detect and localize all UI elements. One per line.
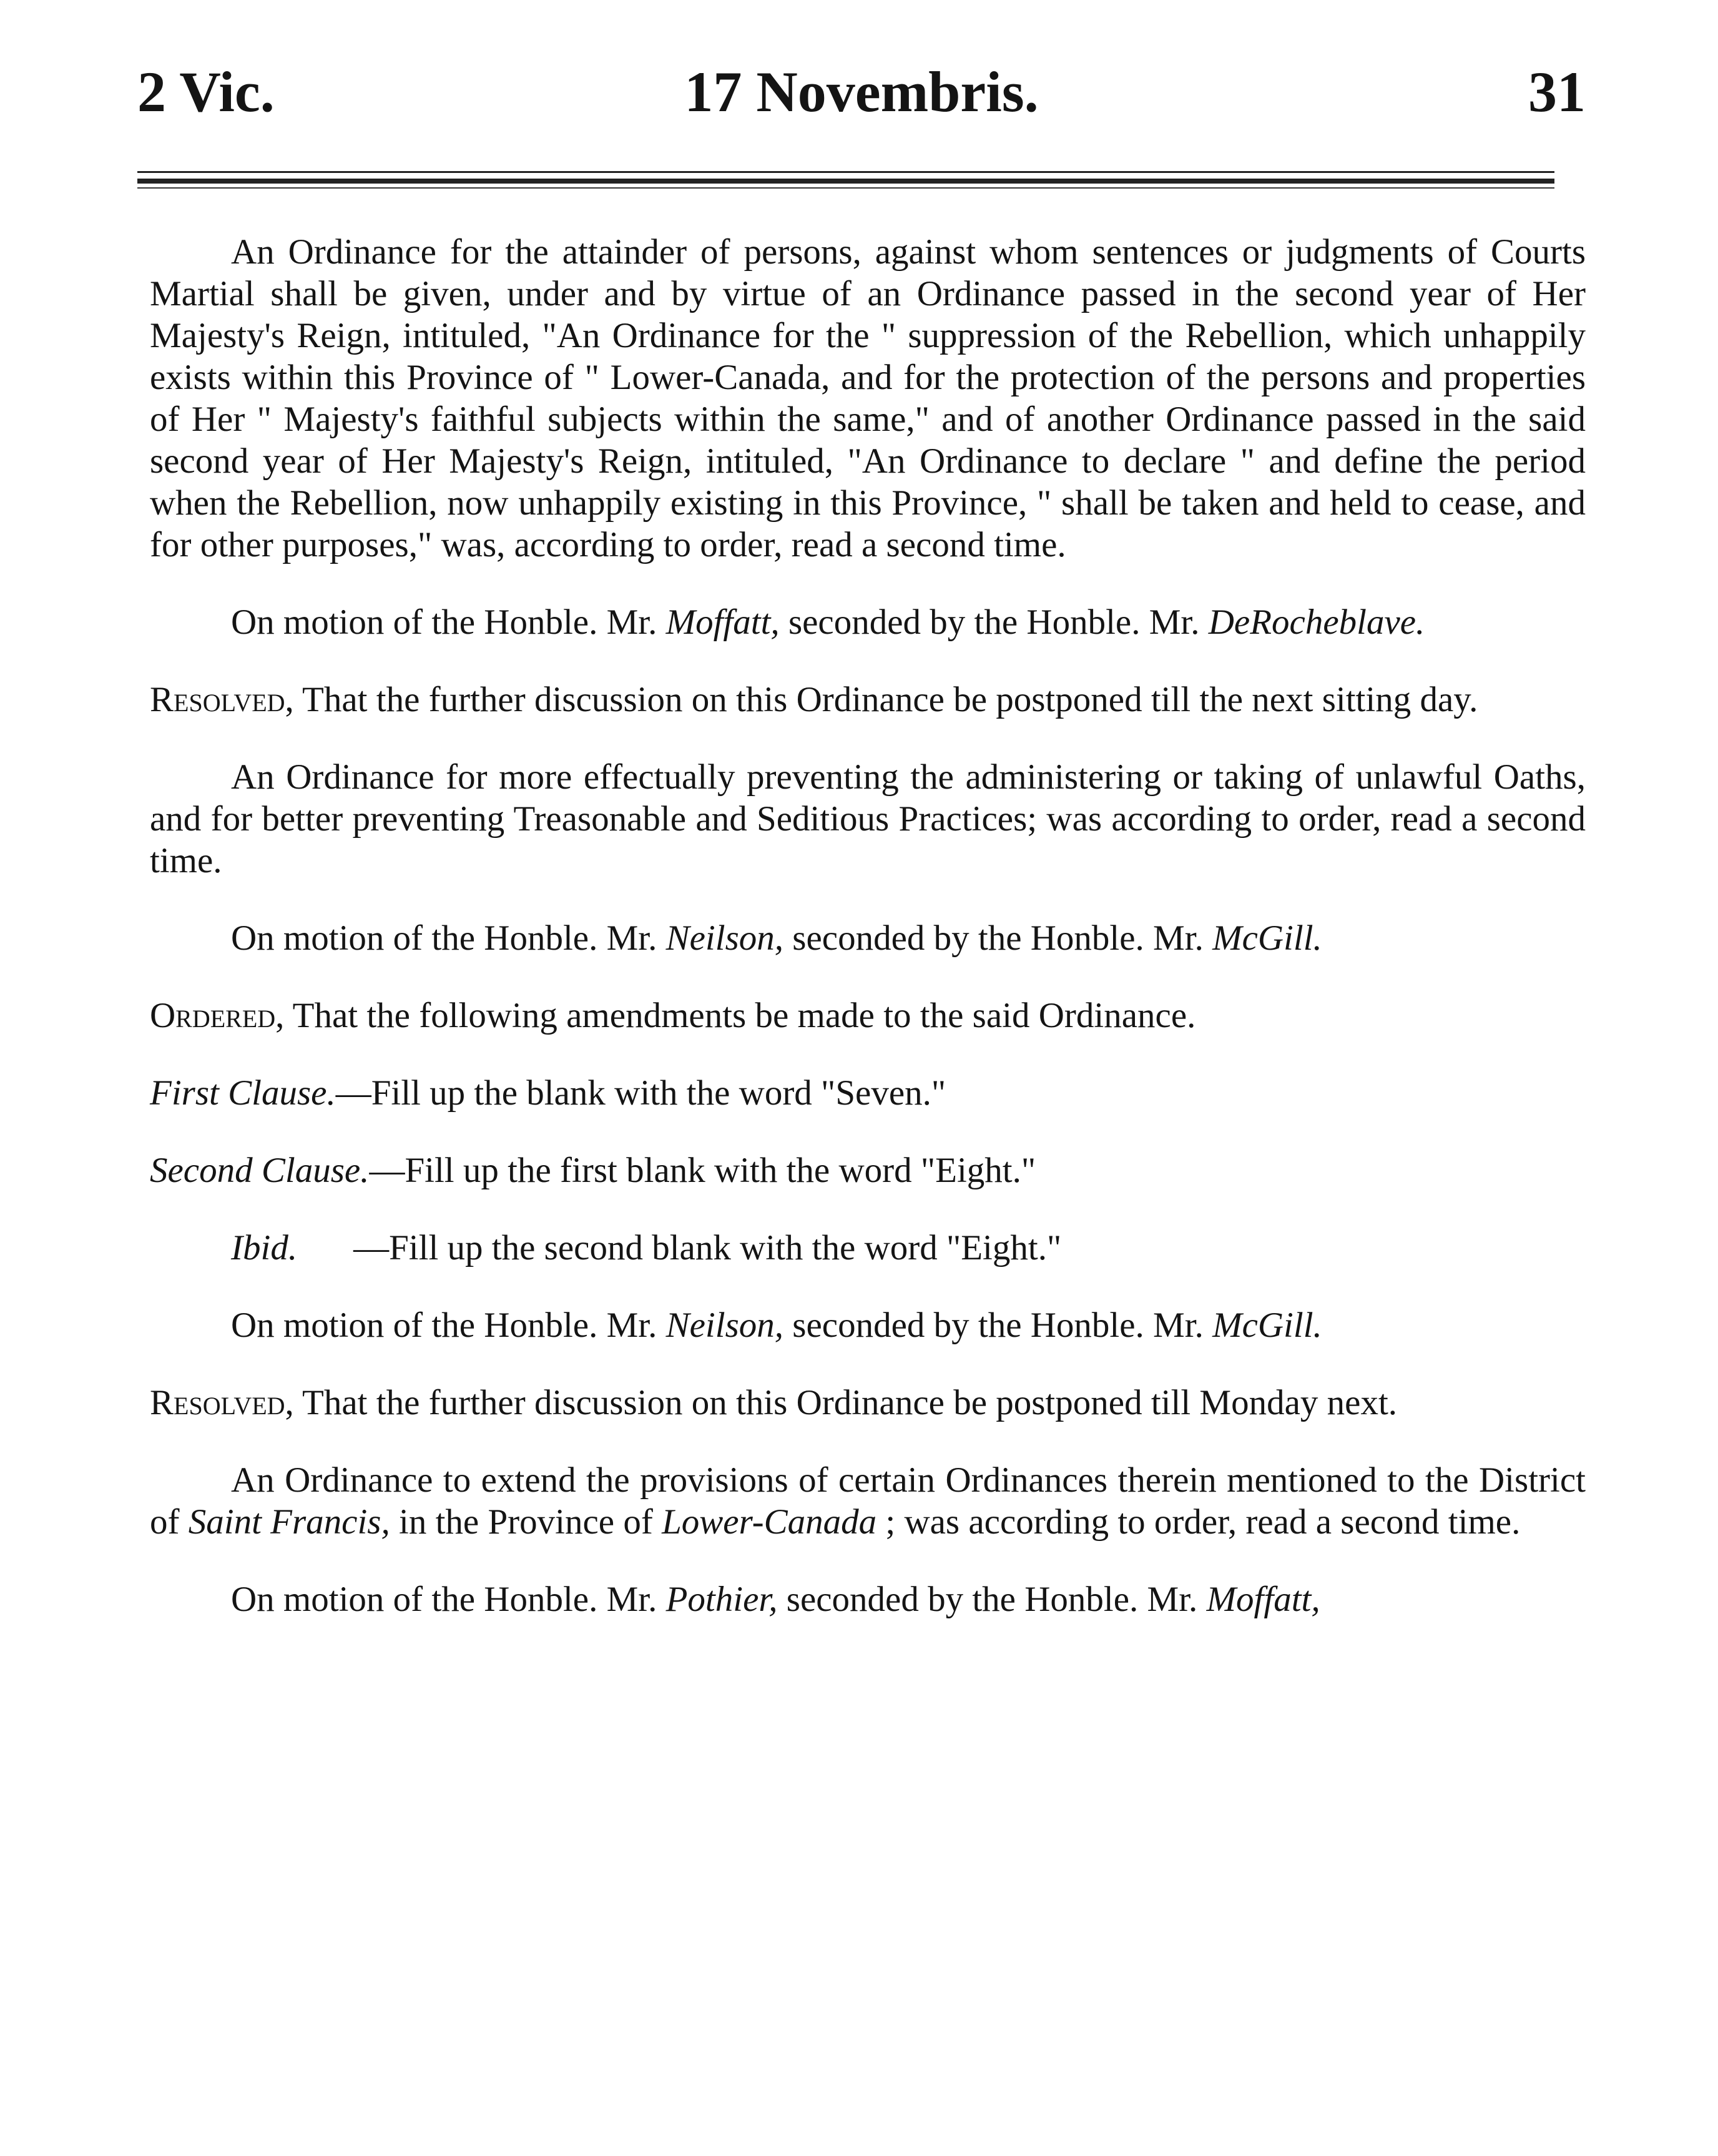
- ordinance-text: An Ordinance to extend the provisions of certain Ordinances therein mentioned to the District of: [150, 1460, 1586, 1542]
- motion-text: seconded by the Honble. Mr.: [777, 1580, 1207, 1619]
- motion-text: On motion of the Honble. Mr.: [231, 1580, 666, 1619]
- amendment-text: —Fill up the first blank with the word "Eight.": [369, 1151, 1036, 1190]
- ordinance-text: in the Province of: [390, 1502, 662, 1542]
- seconder-name: McGill.: [1212, 1306, 1322, 1345]
- resolved-label: Resolved,: [150, 680, 294, 719]
- resolution-text: That the further discussion on this Ordinance be postponed till Monday next.: [293, 1383, 1398, 1422]
- clause-label: Ibid.: [231, 1228, 298, 1268]
- order-paragraph: [150, 995, 1586, 1036]
- seconder-name: McGill.: [1212, 918, 1322, 958]
- mover-name: Moffatt,: [665, 603, 780, 642]
- motion-paragraph: [150, 917, 1586, 959]
- motion-text: On motion of the Honble. Mr.: [231, 603, 666, 642]
- amendment-ibid: [150, 1227, 1586, 1269]
- header-rule-thick: [137, 179, 1554, 184]
- page-date: 17 Novembris.: [684, 60, 1039, 124]
- seconder-name: DeRocheblave.: [1208, 603, 1425, 642]
- motion-text: seconded by the Honble. Mr.: [783, 1306, 1213, 1345]
- amendment-text: —Fill up the blank with the word "Seven.": [335, 1073, 946, 1113]
- resolution-paragraph: [150, 1382, 1586, 1424]
- resolution-paragraph: [150, 679, 1586, 721]
- ordinance-oaths-paragraph: An Ordinance for more effectually preventing the administering or taking of unlawful Oaths, and for better preventing Treasonable and Seditious Practices; was according to order, read a second time.: [150, 757, 1586, 880]
- district-name: Saint Francis,: [188, 1502, 390, 1542]
- clause-label: First Clause.: [150, 1073, 336, 1113]
- mover-name: Neilson,: [665, 1306, 784, 1345]
- regnal-year: 2 Vic.: [137, 60, 275, 124]
- motion-paragraph: [150, 1304, 1586, 1346]
- amendment-first-clause: [150, 1072, 1586, 1114]
- order-text: That the following amendments be made to the said Ordinance.: [284, 996, 1196, 1035]
- page-number: 31: [1528, 60, 1586, 124]
- resolution-text: That the further discussion on this Ordinance be postponed till the next sitting day.: [293, 680, 1478, 719]
- province-name: Lower-Canada: [662, 1502, 877, 1542]
- ordered-label: Ordered,: [150, 996, 285, 1035]
- header-rule-bottom: [137, 187, 1554, 189]
- seconder-name: Moffatt,: [1206, 1580, 1320, 1619]
- motion-text: On motion of the Honble. Mr.: [231, 918, 666, 958]
- resolved-label: Resolved,: [150, 1383, 294, 1422]
- motion-paragraph: [150, 601, 1586, 643]
- page-body: [150, 231, 1586, 1656]
- mover-name: Pothier,: [665, 1580, 778, 1619]
- mover-name: Neilson,: [665, 918, 784, 958]
- motion-text: seconded by the Honble. Mr.: [783, 918, 1213, 958]
- ordinance-attainder-paragraph: An Ordinance for the attainder of persons, against whom sentences or judgments of Courts Martial shall be given, under and by virtue of an Ordinance passed in the second year of Her Majesty's Reign, intituled, "An Ordinance for the " suppression of the Rebellion, which unhappily exists within this Province of " Lower-Canada, and for the protection of the persons and properties of Her " Majesty's faithful subjects within the same," and of another Ordinance passed in the said second year of Her Majesty's Reign, intituled, "An Ordinance to declare " and define the period when the Rebellion, now unhappily existing in this Province, " shall be taken and held to cease, and for other purposes," was, according to order, read a second time.: [150, 232, 1586, 564]
- motion-text: On motion of the Honble. Mr.: [231, 1306, 666, 1345]
- amendment-second-clause: [150, 1149, 1586, 1191]
- ordinance-text: ; was according to order, read a second time.: [876, 1502, 1521, 1542]
- header-rule-thin: [137, 171, 1554, 173]
- amendment-text: —Fill up the second blank with the word "Eight.": [353, 1228, 1062, 1268]
- clause-label: Second Clause.: [150, 1151, 370, 1190]
- motion-paragraph: [150, 1578, 1586, 1620]
- ordinance-saint-francis-paragraph: [150, 1459, 1586, 1543]
- page-header: [137, 59, 1586, 153]
- motion-text: seconded by the Honble. Mr.: [779, 603, 1209, 642]
